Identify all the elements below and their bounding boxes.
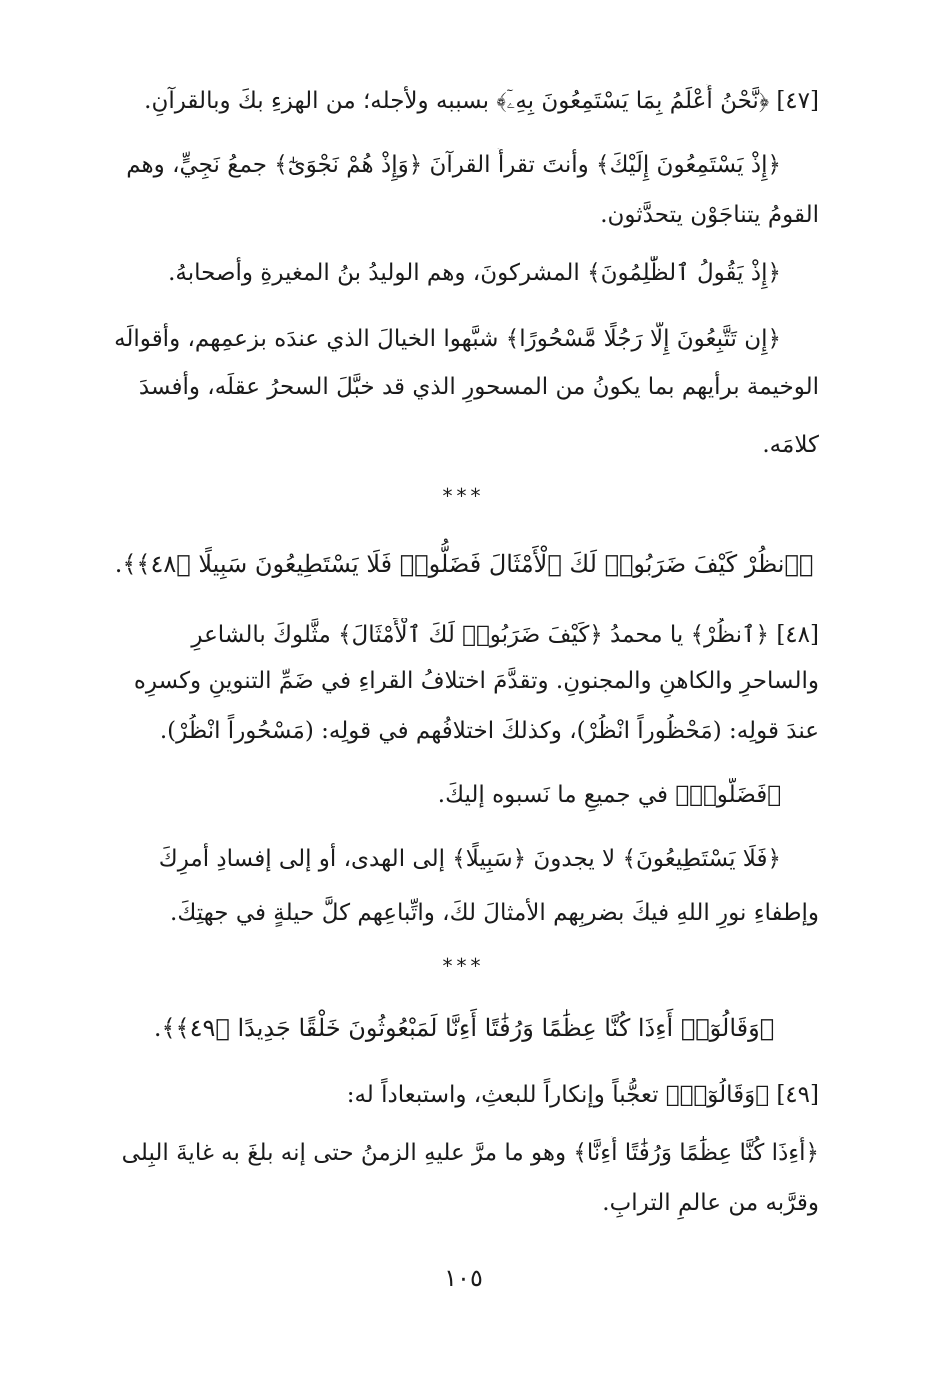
text-line-1: [٤٧] ﴿نَّحْنُ أَعْلَمُ بِمَا يَسْتَمِعُونَ بِهِۦٓ﴾ بسببه ولأجله؛ من الهزءِ بكَ وبالقرآنِ. — [144, 88, 819, 114]
text-line-4: ﴿إِذْ يَقُولُ ٱلظَّٰلِمُونَ﴾ المشركونَ، وهم الوليدُ بنُ المغيرةِ وأصحابهُ. — [168, 260, 781, 286]
text-line-13: وإطفاءِ نورِ اللهِ فيكَ بضربِهم الأمثالَ لكَ، واتِّباعِهم كلَّ حيلةٍ في جهتِكَ. — [170, 900, 819, 926]
text-line-8: [٤٨] ﴿ٱنظُرْ﴾ يا محمدُ ﴿كَيْفَ ضَرَبُوا۟ لَكَ ٱلْأَمْثَالَ﴾ مثَّلوكَ بالشاعرِ — [191, 622, 819, 648]
verse-48: ﴿ٱنظُرْ كَيْفَ ضَرَبُوا۟ لَكَ ٱلْأَمْثَالَ فَضَلُّوا۟ فَلَا يَسْتَطِيعُونَ سَبِيلًا ﴿٤٨﴾﴾. — [114, 550, 814, 578]
section-separator-1: *** — [442, 484, 485, 508]
text-line-2: ﴿إِذْ يَسْتَمِعُونَ إِلَيْكَ﴾ وأنتَ تقرأُ القرآنَ ﴿وَإِذْ هُمْ نَجْوَىٰٓ﴾ جمعُ نَجِيٍّ، وهم — [126, 152, 781, 178]
section-separator-2: *** — [442, 954, 485, 978]
text-line-11: ﴿فَضَلُّوا۟﴾ في جميعِ ما نَسبوه إليكَ. — [437, 782, 781, 808]
text-line-5: ﴿إِن تَتَّبِعُونَ إِلَّا رَجُلًا مَّسْحُورًا﴾ شبَّهوا الخيالَ الذي عندَه بزعمِهم، وأقوالَه — [114, 326, 781, 352]
verse-49: ﴿وَقَالُوٓا۟ أَءِذَا كُنَّا عِظَٰمًا وَرُفَٰتًا أَءِنَّا لَمَبْعُوثُونَ خَلْقًا جَدِيدًا ﴿٤٩﴾﴾. — [153, 1014, 775, 1042]
text-line-15: ﴿أَءِذَا كُنَّا عِظَٰمًا وَرُفَٰتًا أَءِنَّا﴾ وهو ما مرَّ عليهِ الزمنُ حتى إنه بلغَ به غايةَ البِلى — [121, 1140, 819, 1166]
text-line-3: القومُ يتناجَوْن يتحدَّثون. — [600, 202, 819, 228]
text-line-9: والساحرِ والكاهنِ والمجنونِ. وتقدَّمَ اختلافُ القراءِ في ضَمِّ التنوينِ وكسرِه — [133, 668, 819, 694]
text-line-6: الوخيمة برأيهم بما يكونُ من المسحورِ الذي قد خبَّلَ السحرُ عقلَه، وأفسدَ — [138, 374, 819, 400]
text-line-10: عندَ قولِه: (مَحْظُوراً انْظُرْ)، وكذلكَ اختلافُهم في قولِه: (مَسْحُوراً انْظُرْ). — [159, 718, 819, 744]
text-line-12: ﴿فَلَا يَسْتَطِيعُونَ﴾ لا يجدونَ ﴿سَبِيلًا﴾ إلى الهدى، أو إلى إفسادِ أمرِكَ — [158, 846, 781, 872]
text-line-7: كلامَه. — [762, 432, 819, 458]
text-line-14: [٤٩] ﴿وَقَالُوٓا۟﴾ تعجُّباً وإنكاراً للبعثِ، واستبعاداً له: — [346, 1082, 819, 1108]
text-line-16: وقرَّبه من عالمِ الترابِ. — [602, 1190, 819, 1216]
page-number: ١٠٥ — [444, 1264, 483, 1292]
